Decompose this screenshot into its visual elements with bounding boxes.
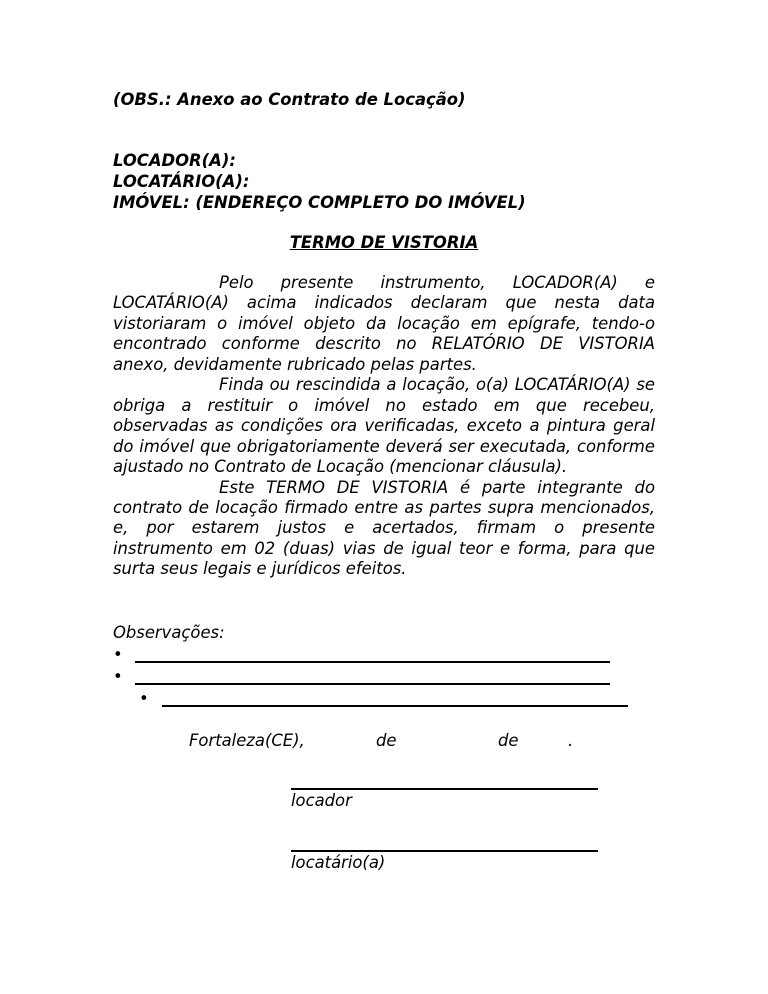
locador-field: LOCADOR(A): (113, 151, 236, 170)
observation-line-3 (162, 705, 628, 707)
bullet-3: • (139, 689, 149, 708)
locatario-field: LOCATÁRIO(A): (113, 172, 250, 191)
paragraph-3: Este TERMO DE VISTORIA é parte integrante do contrato de locação firmado entre as partes supra mencionados, e, por estarem justos e acertados, firmam o presente instrumento em 02 (duas) vias de igual teor e forma, para que surta seus legais e jurídicos efeitos. (113, 477, 655, 579)
date-de-1: de (376, 731, 397, 750)
locador-signature-line (291, 788, 598, 790)
observation-line-1 (135, 661, 610, 663)
paragraph-2: Finda ou rescindida a locação, o(a) LOCATÁRIO(A) se obriga a restituir o imóvel no estado em que recebeu, observadas as condições ora verificadas, exceto a pintura geral do imóvel que obrigatoriamente deverá ser executada, conforme ajustado no Contrato de Locação (mencionar cláusula). (113, 375, 655, 477)
locatario-signature-line (291, 850, 598, 852)
imovel-field: IMÓVEL: (ENDEREÇO COMPLETO DO IMÓVEL) (113, 193, 526, 212)
observation-line-2 (135, 683, 610, 685)
locador-signature-label: locador (291, 791, 352, 810)
locatario-signature-label: locatário(a) (291, 853, 386, 872)
date-city: Fortaleza(CE), (189, 731, 305, 750)
bullet-2: • (113, 667, 123, 686)
document-body (113, 273, 655, 580)
observations-label: Observações: (113, 623, 225, 642)
paragraph-1: Pelo presente instrumento, LOCADOR(A) e LOCATÁRIO(A) acima indicados declaram que nesta data vistoriaram o imóvel objeto da locação em epígrafe, tendo-o encontrado conforme descrito no RELATÓRIO DE VISTORIA anexo, devidamente rubricado pelas partes. (113, 273, 655, 374)
date-de-2: de (498, 731, 519, 750)
bullet-1: • (113, 645, 123, 664)
date-end: . (568, 731, 574, 750)
obs-note: (OBS.: Anexo ao Contrato de Locação) (113, 90, 466, 109)
document-title: TERMO DE VISTORIA (289, 233, 479, 252)
